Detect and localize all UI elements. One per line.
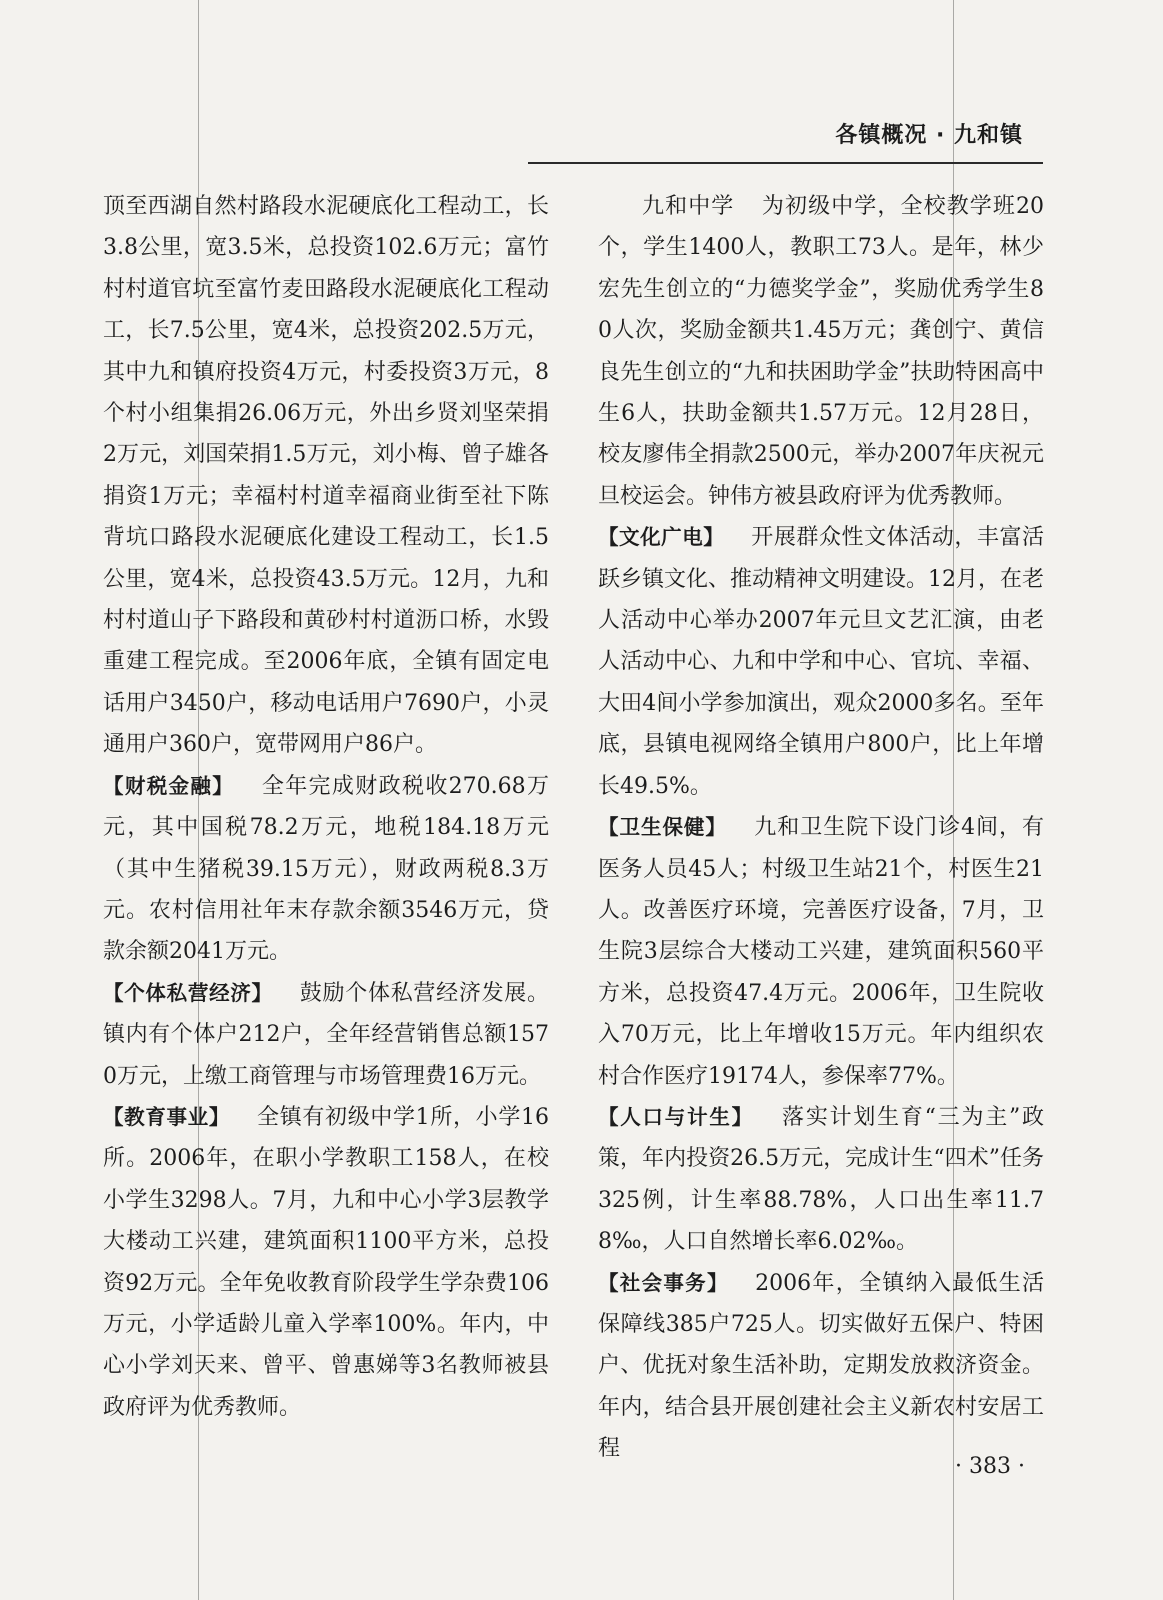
section-text-population: 落实计划生育“三为主”政策，年内投资26.5万元，完成计生“四术”任务325例，计生率88.78%，人口出生率11.78‰，人口自然增长率6.02‰。 bbox=[598, 1104, 1045, 1255]
right-column bbox=[598, 186, 1044, 1470]
section-heading-population: 【人口与计生】 bbox=[598, 1104, 754, 1129]
section-heading-health: 【卫生保健】 bbox=[598, 815, 727, 840]
section-text-education: 全镇有初级中学1所，小学16所。2006年，在职小学教职工158人，在校小学生3298人。7月，九和中心小学3层教学大楼动工兴建，建筑面积1100平方米，总投资92万元。全年免收教育阶段学生学杂费106万元，小学适龄儿童入学率100%。年内，中心小学刘天来、曾平、曾惠娣等3名教师被县政府评为优秀教师。 bbox=[103, 1104, 549, 1420]
section-education bbox=[103, 1097, 549, 1428]
running-header bbox=[528, 118, 1043, 164]
section-heading-social-affairs: 【社会事务】 bbox=[598, 1270, 729, 1295]
section-text-finance: 全年完成财政税收270.68万元，其中国税78.2万元，地税184.18万元（其中生猪税39.15万元），财政两税8.3万元。农村信用社年末存款余额3546万元，贷款余额2041万元。 bbox=[103, 773, 549, 965]
section-heading-culture: 【文化广电】 bbox=[598, 525, 725, 550]
school-text: 为初级中学，全校教学班20个，学生1400人，教职工73人。是年，林少宏先生创立的“力德奖学金”，奖励优秀学生80人次，奖励金额共1.45万元；龚创宁、黄信良先生创立的“九和扶困助学金”扶助特困高中生6人，扶助金额共1.57万元。12月28日，校友廖伟全捐款2500元，举办2007年庆祝元旦校运会。钟伟方被县政府评为优秀教师。 bbox=[598, 194, 1044, 509]
section-text-culture: 开展群众性文体活动，丰富活跃乡镇文化、推动精神文明建设。12月，在老人活动中心举办2007年元旦文艺汇演，由老人活动中心、九和中学和中心、官坑、幸福、大田4间小学参加演出，观众2000多名。至年底，县镇电视网络全镇用户800户，比上年增长49.5%。 bbox=[598, 525, 1044, 799]
left-column bbox=[103, 186, 549, 1428]
section-finance bbox=[103, 766, 549, 973]
section-heading-finance: 【财税金融】 bbox=[103, 773, 235, 798]
continued-paragraph: 顶至西湖自然村路段水泥硬底化工程动工，长3.8公里，宽3.5米，总投资102.6万元；富竹村村道官坑至富竹麦田路段水泥硬底化工程动工，长7.5公里，宽4米，总投资202.5万元，其中九和镇府投资4万元，村委投资3万元，8个村小组集捐26.06万元，外出乡贤刘坚荣捐2万元，刘国荣捐1.5万元，刘小梅、曾子雄各捐资1万元；幸福村村道幸福商业街至社下陈背坑口路段水泥硬底化建设工程动工，长1.5公里，宽4米，总投资43.5万元。12月，九和村村道山子下路段和黄砂村村道沥口桥，水毁重建工程完成。至2006年底，全镇有固定电话用户3450户，移动电话用户7690户，小灵通用户360户，宽带网用户86户。 bbox=[103, 194, 549, 758]
page-number: · 383 · bbox=[955, 1454, 1025, 1479]
section-heading-private-economy: 【个体私营经济】 bbox=[103, 980, 273, 1005]
header-title: 各镇概况 · 九和镇 bbox=[835, 123, 1023, 148]
section-culture bbox=[598, 517, 1044, 807]
section-text-private-economy: 鼓励个体私营经济发展。镇内有个体户212户，全年经营销售总额1570万元，上缴工商管理与市场管理费16万元。 bbox=[103, 980, 549, 1089]
school-name: 九和中学 bbox=[642, 194, 735, 219]
section-social-affairs bbox=[598, 1263, 1044, 1470]
section-population bbox=[598, 1097, 1044, 1263]
section-health bbox=[598, 807, 1044, 1097]
section-text-social-affairs: 2006年，全镇纳入最低生活保障线385户725人。切实做好五保户、特困户、优抚对象生活补助，定期发放救济资金。年内，结合县开展创建社会主义新农村安居工程 bbox=[598, 1270, 1044, 1462]
school-paragraph bbox=[598, 186, 1044, 517]
section-text-health: 九和卫生院下设门诊4间，有医务人员45人；村级卫生站21个，村医生21人。改善医疗环境，完善医疗设备，7月，卫生院3层综合大楼动工兴建，建筑面积560平方米，总投资47.4万元。2006年，卫生院收入70万元，比上年增收15万元。年内组织农村合作医疗19174人，参保率77%。 bbox=[598, 815, 1045, 1089]
section-private-economy bbox=[103, 973, 549, 1097]
section-heading-education: 【教育事业】 bbox=[103, 1104, 230, 1129]
